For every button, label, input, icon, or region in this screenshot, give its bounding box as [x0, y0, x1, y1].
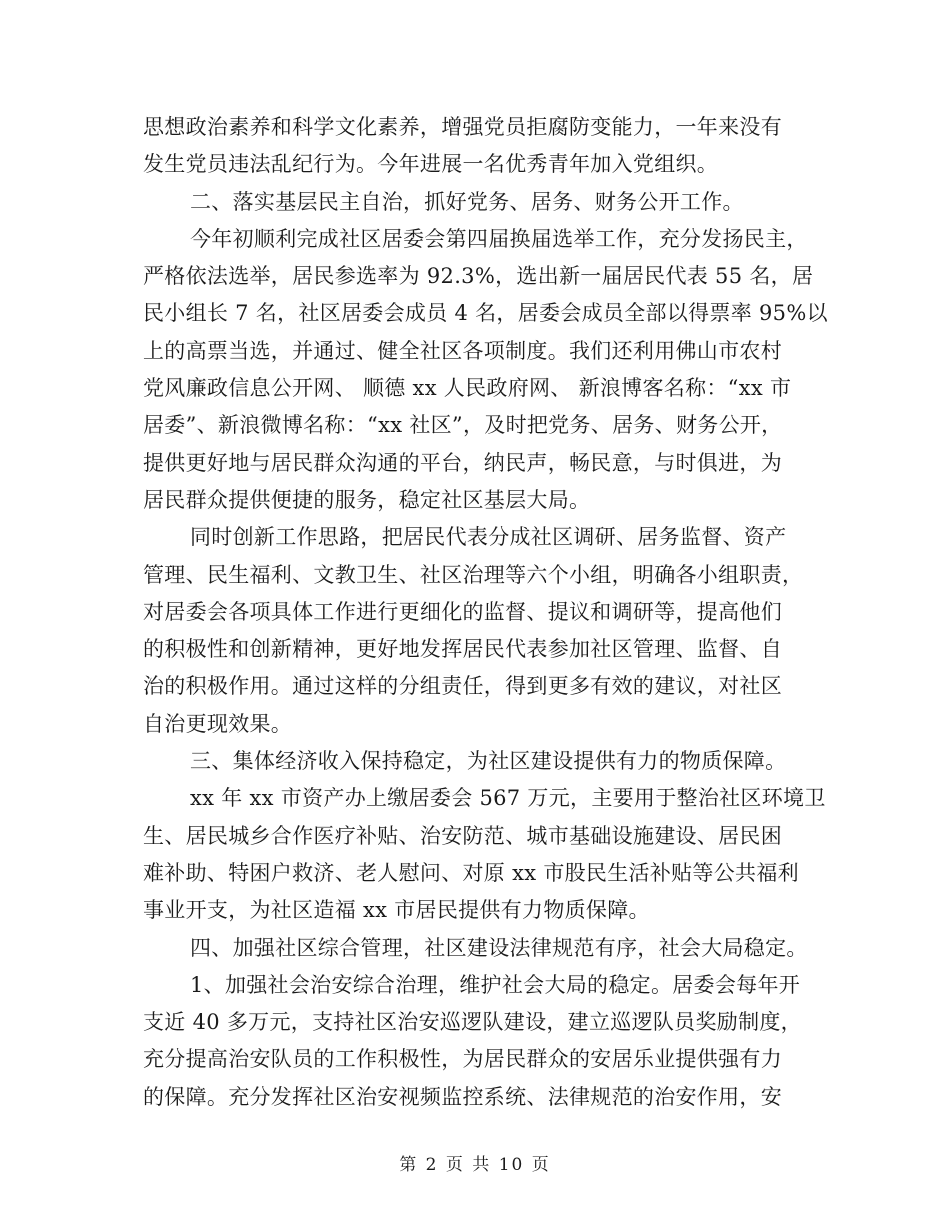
text-line: 1、加强社会治安综合治理，维护社会大局的稳定。居委会每年开 [190, 972, 801, 997]
text-line: 生、居民城乡合作医疗补贴、治安防范、城市基础设施建设、居民困 [143, 823, 782, 848]
text-line: 民小组长 7 名，社区居委会成员 4 名，居委会成员全部以得票率 95%以 [143, 301, 828, 326]
text-line: 治的积极作用。通过这样的分组责任，得到更多有效的建议，对社区 [143, 674, 782, 699]
section-heading: 二、落实基层民主自治，抓好党务、居务、财务公开工作。 [190, 189, 744, 214]
document-body [143, 109, 828, 1116]
text-line: 党风廉政信息公开网、 顺德 xx 人民政府网、 新浪博客名称：“xx 市 [143, 376, 792, 401]
text-line: 事业开支，为社区造福 xx 市居民提供有力物质保障。 [143, 898, 650, 923]
text-line: 上的高票当选，并通过、健全社区各项制度。我们还利用佛山市农村 [143, 338, 782, 363]
text-line: 同时创新工作思路，把居民代表分成社区调研、居务监督、资产 [190, 525, 787, 550]
text-line: 管理、民生福利、文教卫生、社区治理等六个小组，明确各小组职责， [143, 562, 804, 587]
text-line: 自治更现效果。 [143, 711, 293, 736]
text-line: 的保障。充分发挥社区治安视频监控系统、法律规范的治安作用，安 [143, 1084, 782, 1109]
section-heading: 四、加强社区综合管理，社区建设法律规范有序，社会大局稳定。 [190, 935, 808, 960]
text-line: 支近 40 多万元，支持社区治安巡逻队建设，建立巡逻队员奖励制度， [143, 1010, 802, 1035]
text-line: 发生党员违法乱纪行为。今年进展一名优秀青年加入党组织。 [143, 152, 719, 177]
text-line: 提供更好地与居民群众沟通的平台，纳民声，畅民意，与时俱进，为 [143, 450, 782, 475]
text-line: 充分提高治安队员的工作积极性，为居民群众的安居乐业提供强有力 [143, 1047, 782, 1072]
text-line: 难补助、特困户救济、老人慰问、对原 xx 市股民生活补贴等公共福利 [143, 860, 799, 885]
text-line: 严格依法选举，居民参选率为 92.3%，选出新一届居民代表 55 名，居 [143, 264, 814, 289]
text-line: 居民群众提供便捷的服务，稳定社区基层大局。 [143, 487, 591, 512]
text-line: xx 年 xx 市资产办上缴居委会 567 万元，主要用于整治社区环境卫 [190, 786, 826, 811]
text-line: 思想政治素养和科学文化素养，增强党员拒腐防变能力，一年来没有 [143, 115, 782, 139]
text-line: 居委”、新浪微博名称：“xx 社区”，及时把党务、居务、财务公开， [143, 413, 783, 438]
text-line: 今年初顺利完成社区居委会第四届换届选举工作，充分发扬民主， [190, 226, 808, 251]
text-line: 对居委会各项具体工作进行更细化的监督、提议和调研等，提高他们 [143, 599, 782, 624]
page-number-footer: 第 2 页 共 10 页 [399, 1155, 551, 1175]
section-heading: 三、集体经济收入保持稳定，为社区建设提供有力的物质保障。 [190, 749, 787, 774]
text-line: 的积极性和创新精神，更好地发挥居民代表参加社区管理、监督、自 [143, 637, 782, 662]
